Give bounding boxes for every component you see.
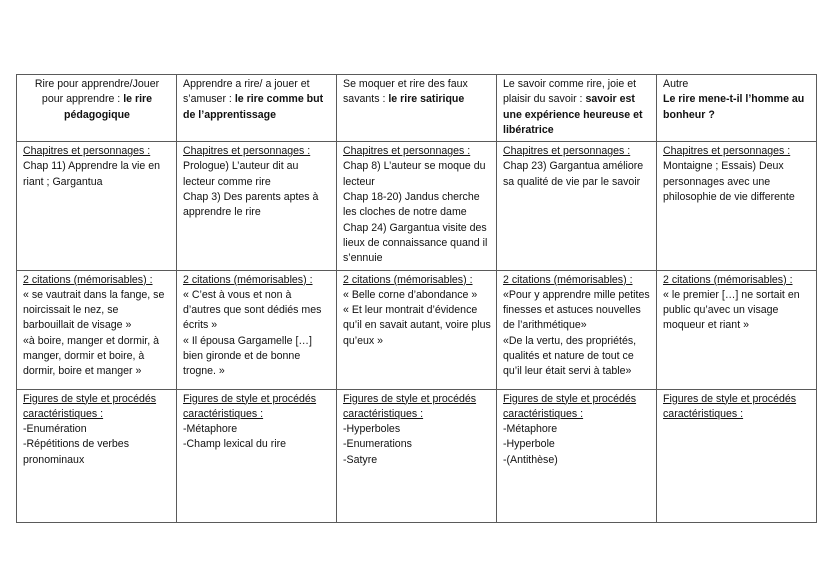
- citations-line: « Et leur montrait d’évidence qu’il en savait autant, voire plus qu’eux »: [343, 304, 491, 347]
- figures-line: -Satyre: [343, 453, 378, 466]
- figures-label: Figures de style et procédés caractéristiques :: [503, 392, 637, 420]
- header-text: Autre: [663, 78, 689, 90]
- chapitres-line: Chap 3) Des parents aptes à apprendre le rire: [183, 191, 319, 219]
- header-cell-1: [17, 75, 177, 142]
- chapitres-label: Chapitres et personnages :: [663, 145, 791, 158]
- header-text: Le savoir comme rire, joie et plaisir du savoir :: [503, 78, 637, 106]
- figures-row: [17, 389, 817, 522]
- figures-label: Figures de style et procédés caractéristiques :: [343, 392, 477, 420]
- figures-cell-2: [177, 389, 337, 522]
- figures-label: Figures de style et procédés caractéristiques :: [183, 392, 317, 420]
- citations-line: « le premier […] ne sortait en public qu’avec un visage moqueur et riant »: [663, 288, 800, 332]
- citations-label: 2 citations (mémorisables) :: [503, 273, 633, 286]
- chapitres-line: Chap 11) Apprendre la vie en riant ; Gargantua: [23, 160, 161, 188]
- chapitres-line: Montaigne ; Essais) Deux personnages avec une philosophie de vie differente: [663, 160, 795, 204]
- header-cell-5: [657, 75, 817, 142]
- citations-label: 2 citations (mémorisables) :: [183, 273, 313, 286]
- chapitres-line: Chap 18-20) Jandus cherche les cloches de notre dame: [343, 191, 480, 219]
- chapitres-label: Chapitres et personnages :: [503, 145, 631, 158]
- figures-line: -(Antithèse): [503, 453, 558, 466]
- citations-cell-1: [17, 270, 177, 389]
- header-text: Se moquer et rire des faux savants :: [343, 78, 468, 106]
- figures-cell-4: [497, 389, 657, 522]
- header-text: Apprendre a rire/ a jouer et s’amuser :: [183, 78, 310, 106]
- chapitres-label: Chapitres et personnages :: [23, 145, 151, 158]
- figures-label: Figures de style et procédés caractéristiques :: [663, 392, 797, 420]
- chapitres-cell-2: [177, 142, 337, 270]
- header-cell-4: [497, 75, 657, 142]
- citations-line: «Pour y apprendre mille petites finesses et astuces nouvelles de l’arithmétique»: [503, 288, 650, 332]
- header-bold: Le rire mene-t-il l’homme au bonheur ?: [663, 93, 805, 121]
- figures-line: -Hyperbole: [503, 438, 555, 451]
- citations-label: 2 citations (mémorisables) :: [23, 273, 153, 286]
- header-row: [17, 75, 817, 142]
- citations-label: 2 citations (mémorisables) :: [663, 273, 793, 286]
- figures-line: -Enumerations: [343, 438, 412, 451]
- header-bold: le rire pédagogique: [64, 93, 153, 121]
- citations-row: [17, 270, 817, 389]
- figures-line: -Champ lexical du rire: [183, 438, 287, 451]
- figures-line: -Métaphore: [503, 423, 558, 436]
- citations-line: « C’est à vous et non à d’autres que sont dédiés mes écrits »: [183, 288, 322, 332]
- header-bold: le rire satirique: [388, 93, 465, 106]
- figures-line: -Enumération: [23, 423, 87, 436]
- header-text: Rire pour apprendre/Jouer pour apprendre :: [34, 78, 160, 106]
- header-cell-2: [177, 75, 337, 142]
- figures-line: -Métaphore: [183, 423, 238, 436]
- citations-line: « se vautrait dans la fange, se noircissait le nez, se barbouillait de visage »: [23, 288, 165, 332]
- citations-label: 2 citations (mémorisables) :: [343, 273, 473, 286]
- header-bold: le rire comme but de l’apprentissage: [183, 93, 324, 121]
- chapitres-cell-1: [17, 142, 177, 270]
- comparison-table: [16, 74, 817, 523]
- citations-cell-5: [657, 270, 817, 389]
- chapitres-cell-3: [337, 142, 497, 270]
- citations-cell-3: [337, 270, 497, 389]
- citations-line: «De la vertu, des propriétés, qualités et nature de tout ce qu’il leur était servi à table»: [503, 334, 637, 378]
- chapitres-line: Chap 24) Gargantua visite des lieux de connaissance quand il s’ennuie: [343, 221, 488, 265]
- chapitres-cell-5: [657, 142, 817, 270]
- header-bold: savoir est une expérience heureuse et libératrice: [503, 93, 643, 136]
- citations-line: « Il épousa Gargamelle […] bien gironde et de bonne trogne. »: [183, 334, 312, 378]
- figures-cell-5: [657, 389, 817, 522]
- figures-cell-1: [17, 389, 177, 522]
- chapitres-line: Chap 23) Gargantua améliore sa qualité de vie par le savoir: [503, 160, 644, 188]
- chapitres-line: Chap 8) L’auteur se moque du lecteur: [343, 160, 486, 188]
- chapitres-cell-4: [497, 142, 657, 270]
- citations-cell-2: [177, 270, 337, 389]
- citations-line: « Belle corne d’abondance »: [343, 288, 478, 301]
- chapitres-line: Prologue) L’auteur dit au lecteur comme rire: [183, 160, 299, 188]
- chapitres-row: [17, 142, 817, 270]
- figures-line: -Répétitions de verbes pronominaux: [23, 438, 129, 466]
- citations-line: «à boire, manger et dormir, à manger, dormir et boire, à dormir, boire et manger »: [23, 334, 160, 378]
- figures-line: -Hyperboles: [343, 423, 401, 436]
- citations-cell-4: [497, 270, 657, 389]
- chapitres-label: Chapitres et personnages :: [343, 145, 471, 158]
- figures-cell-3: [337, 389, 497, 522]
- chapitres-label: Chapitres et personnages :: [183, 145, 311, 158]
- figures-label: Figures de style et procédés caractéristiques :: [23, 392, 157, 420]
- header-cell-3: [337, 75, 497, 142]
